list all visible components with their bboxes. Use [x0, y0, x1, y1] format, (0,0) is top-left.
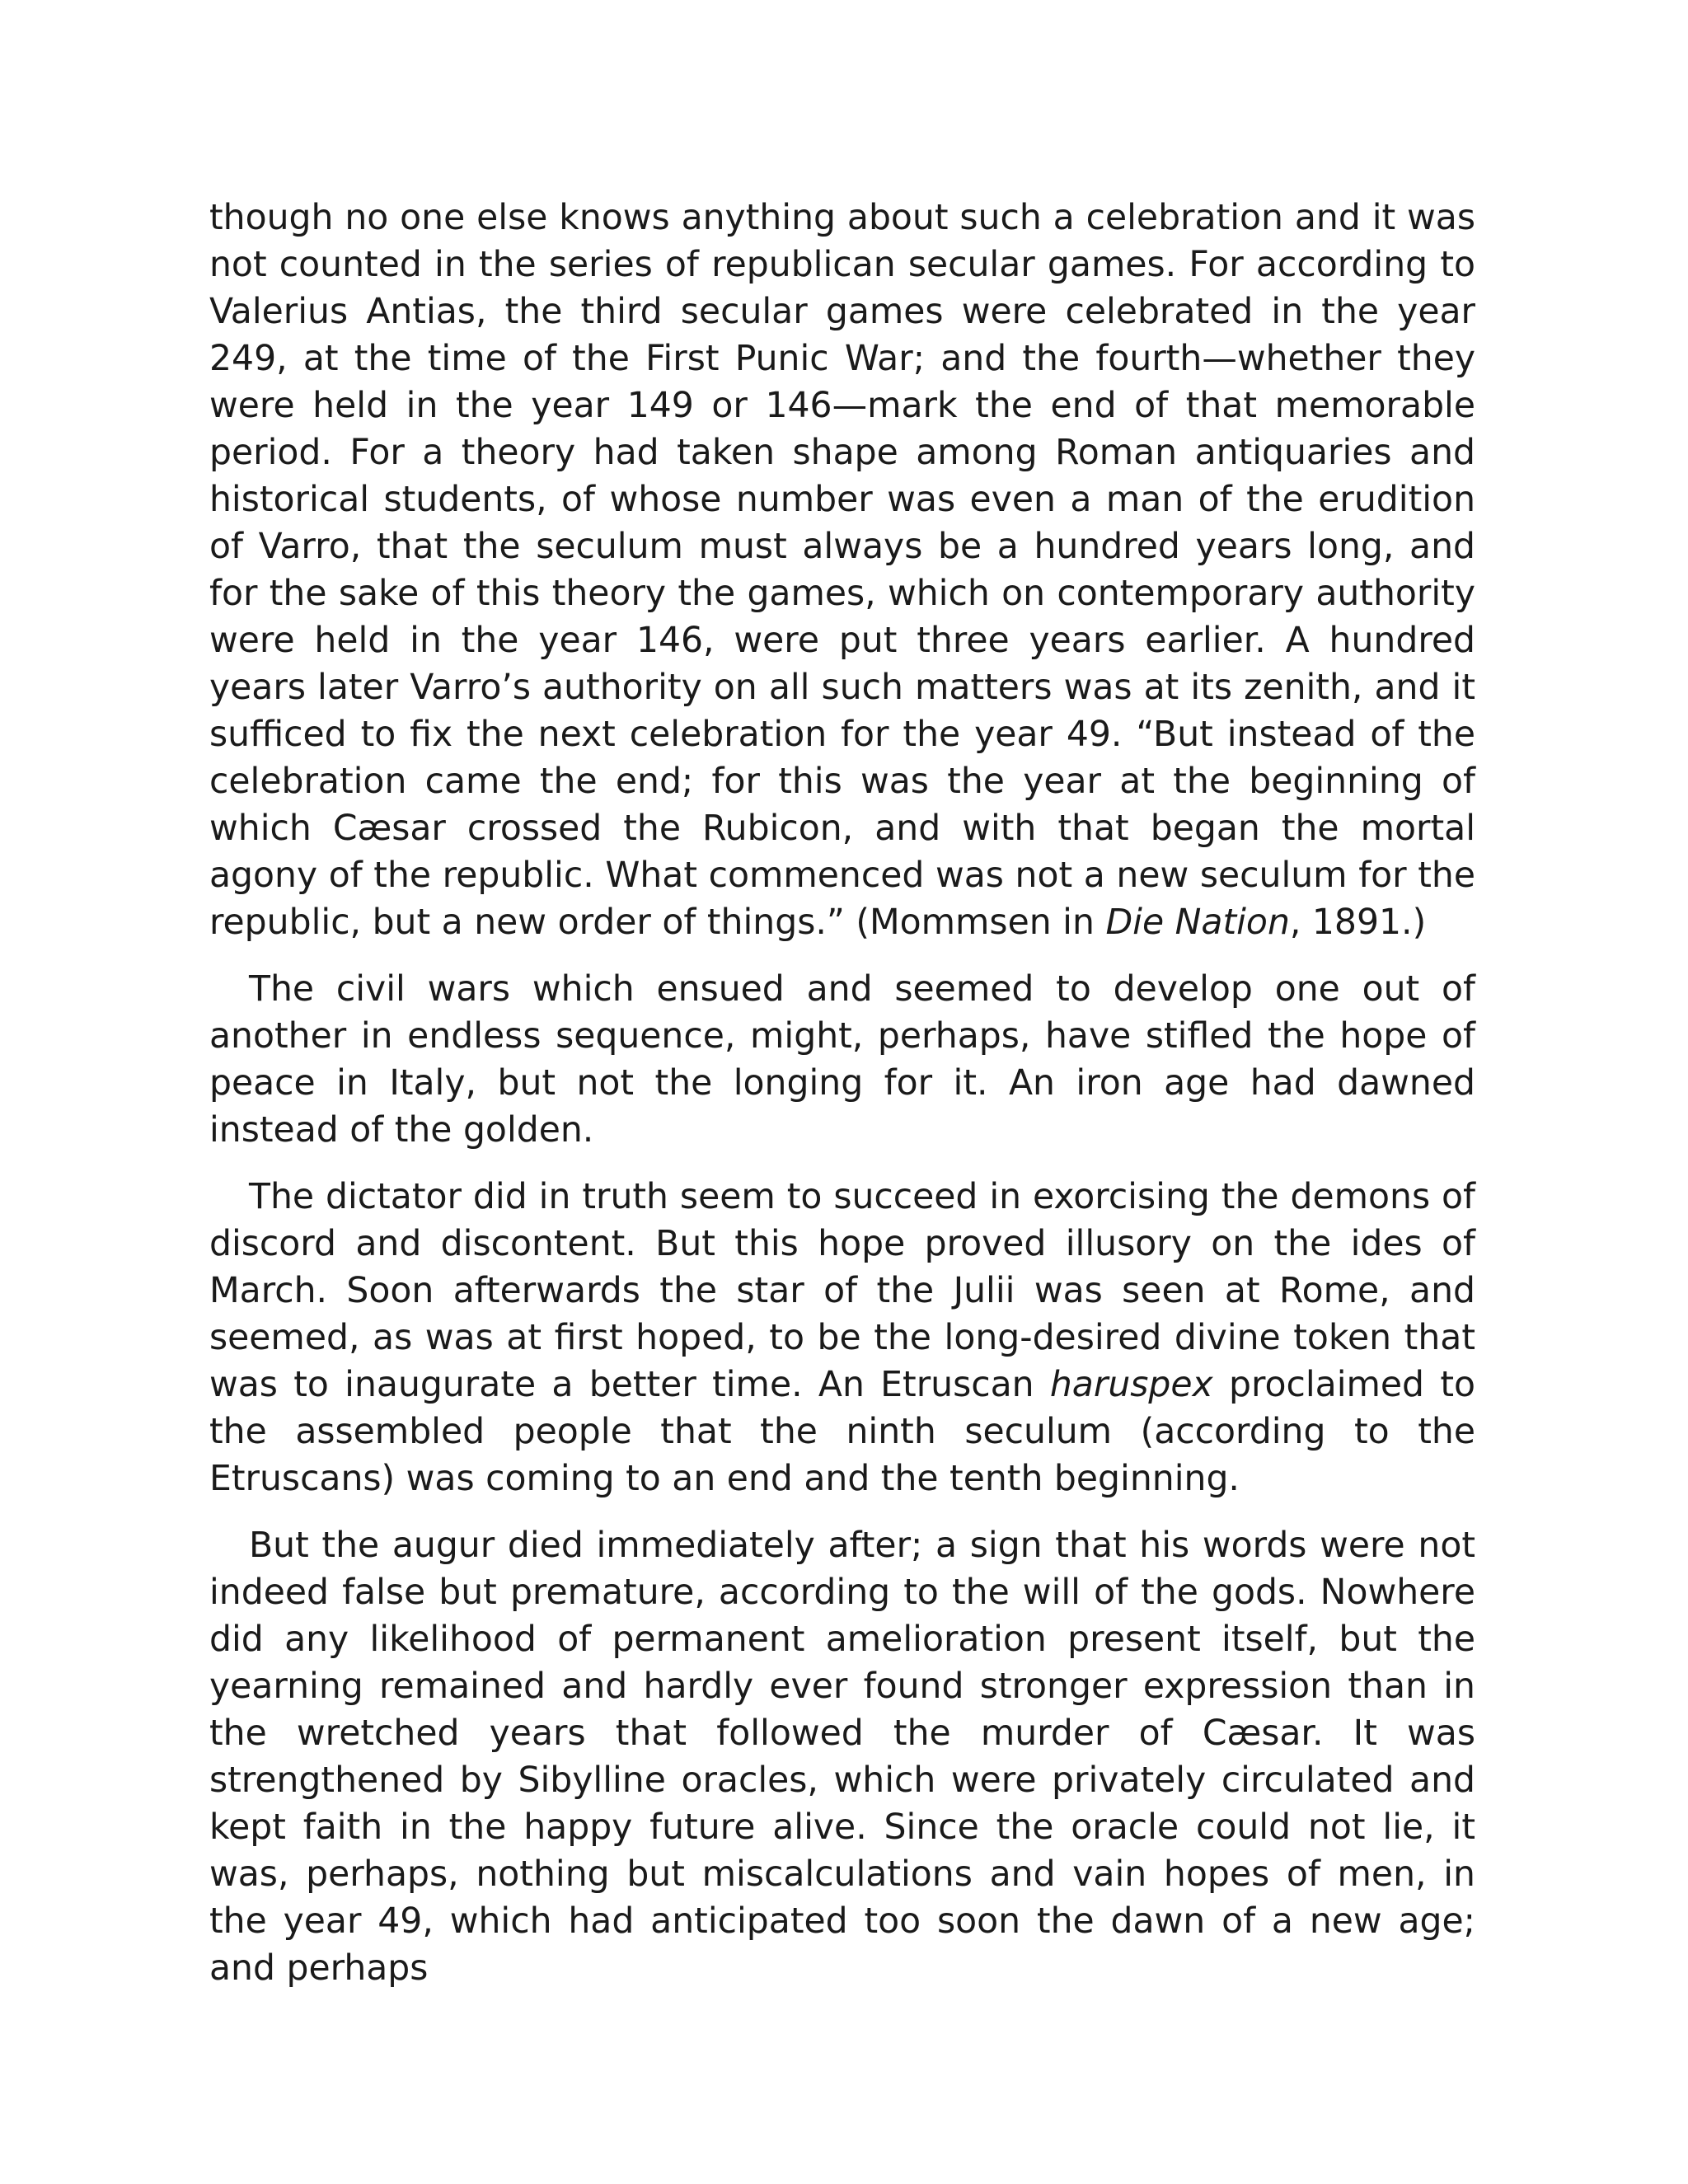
- italic-term-haruspex: haruspex: [1049, 1365, 1213, 1405]
- paragraph-3: [209, 1174, 1475, 1502]
- italic-title-die-nation: Die Nation: [1105, 902, 1290, 943]
- paragraph-text: But the augur died immediately after; a sign that his words were not indeed false but premature, according to the will of the gods. Nowhere did any likelihood of permanent amelioration present itself, but the yearning remained and hardly ever found stronger expression than in the wretched years that followed the murder of Cæsar. It was strengthened by Sibylline oracles, which were privately circulated and kept faith in the happy future alive. Since the oracle could not lie, it was, perhaps, nothing but miscalculations and vain hopes of men, in the year 49, which had anticipated too soon the dawn of a new age; and perhaps: [209, 1526, 1475, 1989]
- paragraph-text: proclaimed to the assembled people that the ninth seculum (according to the Etruscans) was coming to an end and the tenth beginning.: [209, 1365, 1475, 1499]
- paragraph-text: The civil wars which ensued and seemed to develop one out of another in endless sequence, might, perhaps, have stifled the hope of peace in Italy, but not the longing for it. An iron age had dawned instead of the golden.: [209, 969, 1475, 1151]
- paragraph-1: [209, 194, 1475, 946]
- paragraph-text: , 1891.): [1289, 902, 1427, 943]
- paragraph-4: [209, 1522, 1475, 1992]
- paragraph-text: The dictator did in truth seem to succeed in exorcising the demons of discord and discontent. But this hope proved illusory on the ides of March. Soon afterwards the star of the Julii was seen at Rome, and seemed, as was at first hoped, to be the long-desired divine token that was to inaugurate a better time. An Etruscan: [209, 1177, 1475, 1405]
- paragraph-2: [209, 966, 1475, 1154]
- paragraph-text: though no one else knows anything about such a celebration and it was not counted in the series of republican secular games. For according to Valerius Antias, the third secular games were celebrated in the year 249, at the time of the First Punic War; and the fourth—whether they were held in the year 149 or 146—mark the end of that memorable period. For a theory had taken shape among Roman antiquaries and historical students, of whose number was even a man of the erudition of Varro, that the seculum must always be a hundred years long, and for the sake of this theory the games, which on contemporary authority were held in the year 146, were put three years earlier. A hundred years later Varro’s authority on all such matters was at its zenith, and it sufficed to fix the next celebration for the year 49. “But instead of the celebration came the end; for this was the year at the beginning of which Cæsar crossed the Rubicon, and with that began the mortal agony of the republic. What commenced was not a new seculum for the republic, but a new order of things.” (Mommsen in: [209, 198, 1475, 943]
- page-body: [209, 194, 1475, 1992]
